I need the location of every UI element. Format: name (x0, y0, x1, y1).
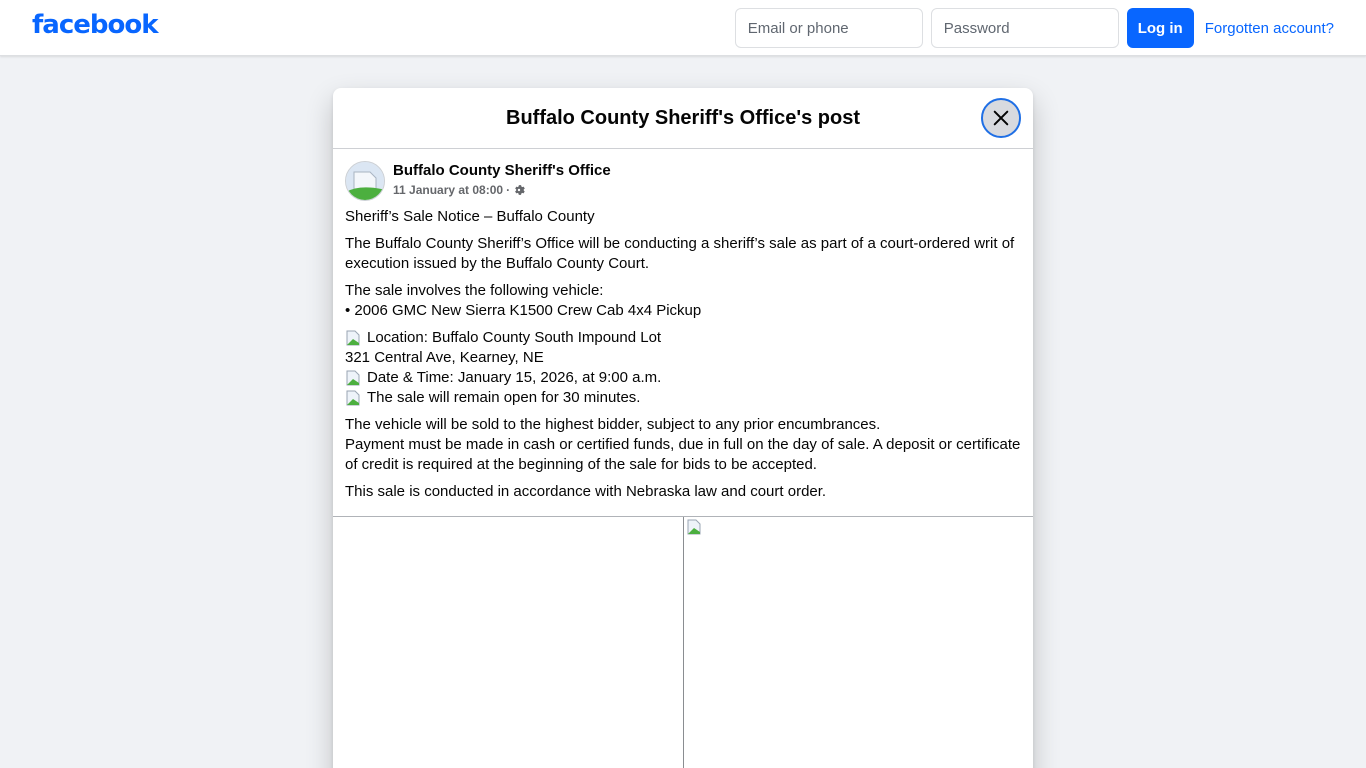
terms-line: The vehicle will be sold to the highest bidder, subject to any prior encumbrances. (345, 416, 881, 433)
close-icon (992, 109, 1010, 127)
photo-right[interactable] (684, 517, 1033, 768)
broken-image-icon (686, 519, 702, 535)
password-input[interactable] (931, 8, 1119, 48)
top-navigation-bar (0, 0, 1366, 56)
post-paragraph (345, 328, 1021, 408)
dialog-title: Buffalo County Sheriff's Office's post (506, 106, 860, 129)
datetime-line: Date & Time: January 15, 2026, at 9:00 a.m. (367, 369, 662, 386)
post-dialog (333, 88, 1033, 768)
post-paragraph: The Buffalo County Sheriff’s Office will be conducting a sheriff’s sale as part of a court-ordered writ of execution issued by the Buffalo County Court. (345, 235, 1015, 272)
post-meta (393, 183, 525, 197)
duration-line: The sale will remain open for 30 minutes. (367, 389, 641, 406)
post-paragraph (345, 281, 1021, 321)
post-timestamp[interactable]: 11 January at 08:00 (393, 183, 504, 197)
post-author[interactable]: Buffalo County Sheriff's Office (393, 162, 611, 179)
avatar[interactable] (345, 161, 385, 201)
payment-line: Payment must be made in cash or certified funds, due in full on the day of sale. A deposit or certificate of credit is required at the beginning of the sale for bids to be accepted. (345, 436, 1021, 473)
clock-emoji-icon (345, 390, 361, 406)
pin-emoji-icon (345, 330, 361, 346)
vehicle-item: • 2006 GMC New Sierra K1500 Crew Cab 4x4 Pickup (345, 302, 702, 319)
vehicle-intro: The sale involves the following vehicle: (345, 282, 604, 299)
calendar-emoji-icon (345, 370, 361, 386)
post-photos (333, 516, 1033, 768)
post-paragraph: Sheriff’s Sale Notice – Buffalo County (345, 208, 595, 225)
facebook-logo[interactable]: facebook (32, 10, 158, 40)
login-form (735, 8, 1366, 48)
dialog-header (333, 88, 1033, 149)
gear-icon (513, 184, 525, 196)
post-text (333, 205, 1033, 502)
broken-image-icon (346, 162, 385, 201)
post-header (333, 149, 1033, 205)
post-paragraph (345, 415, 1021, 475)
forgotten-account-link[interactable]: Forgotten account? (1204, 19, 1334, 37)
photo-left[interactable] (333, 517, 684, 768)
meta-separator: · (506, 183, 511, 197)
post-paragraph: This sale is conducted in accordance with Nebraska law and court order. (345, 483, 827, 500)
email-input[interactable] (735, 8, 923, 48)
login-button[interactable]: Log in (1127, 8, 1194, 48)
location-line: Location: Buffalo County South Impound Lot (367, 329, 662, 346)
address-line: 321 Central Ave, Kearney, NE (345, 349, 544, 366)
close-button[interactable] (981, 98, 1021, 138)
